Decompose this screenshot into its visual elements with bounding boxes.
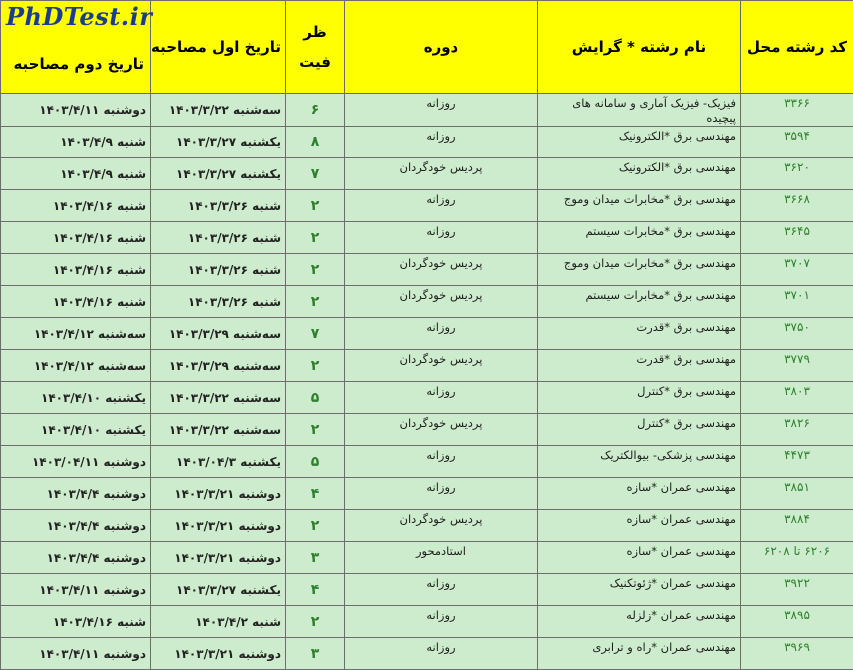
table-row [1,382,853,414]
code-cell: ۳۶۴۵ [741,222,853,254]
course-cell: روزانه [345,318,538,350]
capacity-cell: ۲ [286,254,345,286]
code-cell: ۳۸۲۶ [741,414,853,446]
major-cell: مهندسی پزشکی- بیوالکتریک [538,446,741,478]
capacity-cell: ۳ [286,542,345,574]
first-interview-date-cell: شنبه ۱۴۰۳/۳/۲۶ [151,286,286,318]
header-course: دوره [345,1,538,94]
second-interview-date-cell: دوشنبه ۱۴۰۳/۴/۱۱ [1,638,151,670]
second-interview-date-cell: شنبه ۱۴۰۳/۴/۱۶ [1,606,151,638]
first-interview-date-cell: یکشنبه ۱۴۰۳/۳/۲۷ [151,574,286,606]
major-cell: مهندسی برق *کنترل [538,382,741,414]
table-row [1,606,853,638]
major-cell: مهندسی عمران *زلزله [538,606,741,638]
major-cell: مهندسی عمران *سازه [538,478,741,510]
course-cell: پردیس خودگردان [345,414,538,446]
course-cell: روزانه [345,127,538,158]
major-cell: مهندسی برق *الکترونیک [538,127,741,158]
capacity-cell: ۵ [286,382,345,414]
second-interview-date-cell: دوشنبه ۱۴۰۳/۰۴/۱۱ [1,446,151,478]
code-cell: ۳۷۰۷ [741,254,853,286]
capacity-cell: ۲ [286,606,345,638]
table-row [1,94,853,127]
major-cell: مهندسی عمران *راه و ترابری [538,638,741,670]
major-cell: مهندسی برق *مخابرات سیستم [538,286,741,318]
course-cell: روزانه [345,478,538,510]
code-cell: ۳۶۶۸ [741,190,853,222]
course-cell: پردیس خودگردان [345,350,538,382]
first-interview-date-cell: شنبه ۱۴۰۳/۳/۲۶ [151,222,286,254]
capacity-cell: ۵ [286,446,345,478]
course-cell: پردیس خودگردان [345,510,538,542]
first-interview-date-cell: شنبه ۱۴۰۳/۴/۲ [151,606,286,638]
major-cell: مهندسی عمران *سازه [538,542,741,574]
header-code: کد رشته محل [741,1,853,94]
table-row [1,254,853,286]
first-interview-date-cell: شنبه ۱۴۰۳/۳/۲۶ [151,190,286,222]
second-interview-date-cell: شنبه ۱۴۰۳/۴/۹ [1,158,151,190]
second-interview-date-cell: دوشنبه ۱۴۰۳/۴/۴ [1,478,151,510]
code-cell: ۳۵۹۴ [741,127,853,158]
second-interview-date-cell: دوشنبه ۱۴۰۳/۴/۱۱ [1,94,151,127]
code-cell: ۳۳۶۶ [741,94,853,127]
major-cell: مهندسی برق *مخابرات میدان وموج [538,254,741,286]
first-interview-date-cell: دوشنبه ۱۴۰۳/۳/۲۱ [151,638,286,670]
course-cell: روزانه [345,446,538,478]
first-interview-date-cell: سه‌شنبه ۱۴۰۳/۳/۲۲ [151,94,286,127]
code-cell: ۳۸۰۳ [741,382,853,414]
capacity-cell: ۷ [286,158,345,190]
second-interview-date-cell: دوشنبه ۱۴۰۳/۴/۴ [1,542,151,574]
course-cell: روزانه [345,574,538,606]
second-interview-date-cell: سه‌شنبه ۱۴۰۳/۴/۱۲ [1,350,151,382]
second-interview-date-cell: شنبه ۱۴۰۳/۴/۱۶ [1,254,151,286]
first-interview-date-cell: سه‌شنبه ۱۴۰۳/۳/۲۹ [151,318,286,350]
major-cell: مهندسی برق *قدرت [538,350,741,382]
first-interview-date-cell: دوشنبه ۱۴۰۳/۳/۲۱ [151,478,286,510]
capacity-cell: ۲ [286,350,345,382]
course-cell: روزانه [345,606,538,638]
course-cell: پردیس خودگردان [345,158,538,190]
first-interview-date-cell: دوشنبه ۱۴۰۳/۳/۲۱ [151,510,286,542]
second-interview-date-cell: یکشنبه ۱۴۰۳/۴/۱۰ [1,382,151,414]
table-row [1,190,853,222]
table-row [1,510,853,542]
capacity-cell: ۲ [286,414,345,446]
code-cell: ۳۹۶۹ [741,638,853,670]
table-row [1,318,853,350]
capacity-cell: ۴ [286,574,345,606]
first-interview-date-cell: یکشنبه ۱۴۰۳/۰۴/۳ [151,446,286,478]
capacity-cell: ۷ [286,318,345,350]
table-row [1,446,853,478]
code-cell: ۳۸۸۴ [741,510,853,542]
major-cell: مهندسی عمران *سازه [538,510,741,542]
major-cell: مهندسی برق *الکترونیک [538,158,741,190]
second-interview-date-cell: دوشنبه ۱۴۰۳/۴/۴ [1,510,151,542]
code-cell: ۶۲۰۶ تا ۶۲۰۸ [741,542,853,574]
first-interview-date-cell: شنبه ۱۴۰۳/۳/۲۶ [151,254,286,286]
header-major: نام رشته * گرایش [538,1,741,94]
table-row [1,478,853,510]
first-interview-date-cell: سه‌شنبه ۱۴۰۳/۳/۲۲ [151,414,286,446]
code-cell: ۳۹۲۲ [741,574,853,606]
header-date1: تاریخ اول مصاحبه [151,1,286,94]
major-cell: فیزیک- فیزیک آماری و سامانه های پیچیده [538,94,741,127]
capacity-cell: ۳ [286,638,345,670]
major-cell: مهندسی برق *مخابرات سیستم [538,222,741,254]
major-cell: مهندسی برق *کنترل [538,414,741,446]
table-row [1,350,853,382]
table-row [1,286,853,318]
site-logo: PhDTest.ir [6,2,152,31]
first-interview-date-cell: یکشنبه ۱۴۰۳/۳/۲۷ [151,158,286,190]
capacity-cell: ۲ [286,190,345,222]
major-cell: مهندسی عمران *ژئوتکنیک [538,574,741,606]
first-interview-date-cell: سه‌شنبه ۱۴۰۳/۳/۲۲ [151,382,286,414]
code-cell: ۴۴۷۳ [741,446,853,478]
course-cell: پردیس خودگردان [345,254,538,286]
course-cell: استادمحور [345,542,538,574]
table-row [1,542,853,574]
first-interview-date-cell: دوشنبه ۱۴۰۳/۳/۲۱ [151,542,286,574]
major-cell: مهندسی برق *مخابرات میدان وموج [538,190,741,222]
course-cell: روزانه [345,382,538,414]
table-row [1,158,853,190]
capacity-cell: ۶ [286,94,345,127]
second-interview-date-cell: شنبه ۱۴۰۳/۴/۱۶ [1,222,151,254]
table-row [1,414,853,446]
capacity-cell: ۴ [286,478,345,510]
table-row [1,638,853,670]
course-cell: روزانه [345,638,538,670]
header-capacity: ظر فیت [286,1,345,94]
capacity-cell: ۲ [286,286,345,318]
first-interview-date-cell: یکشنبه ۱۴۰۳/۳/۲۷ [151,127,286,158]
table-row [1,127,853,158]
capacity-cell: ۲ [286,510,345,542]
first-interview-date-cell: سه‌شنبه ۱۴۰۳/۳/۲۹ [151,350,286,382]
code-cell: ۳۶۲۰ [741,158,853,190]
course-cell: روزانه [345,190,538,222]
course-cell: روزانه [345,222,538,254]
course-cell: پردیس خودگردان [345,286,538,318]
major-cell: مهندسی برق *قدرت [538,318,741,350]
code-cell: ۳۸۵۱ [741,478,853,510]
second-interview-date-cell: شنبه ۱۴۰۳/۴/۹ [1,127,151,158]
second-interview-date-cell: سه‌شنبه ۱۴۰۳/۴/۱۲ [1,318,151,350]
code-cell: ۳۸۹۵ [741,606,853,638]
header-date2: تاریخ دوم مصاحبه [1,1,151,94]
code-cell: ۳۷۷۹ [741,350,853,382]
capacity-cell: ۸ [286,127,345,158]
second-interview-date-cell: دوشنبه ۱۴۰۳/۴/۱۱ [1,574,151,606]
code-cell: ۳۷۰۱ [741,286,853,318]
capacity-cell: ۲ [286,222,345,254]
second-interview-date-cell: شنبه ۱۴۰۳/۴/۱۶ [1,190,151,222]
table-row [1,574,853,606]
second-interview-date-cell: شنبه ۱۴۰۳/۴/۱۶ [1,286,151,318]
code-cell: ۳۷۵۰ [741,318,853,350]
second-interview-date-cell: یکشنبه ۱۴۰۳/۴/۱۰ [1,414,151,446]
table-row [1,222,853,254]
course-cell: روزانه [345,94,538,127]
